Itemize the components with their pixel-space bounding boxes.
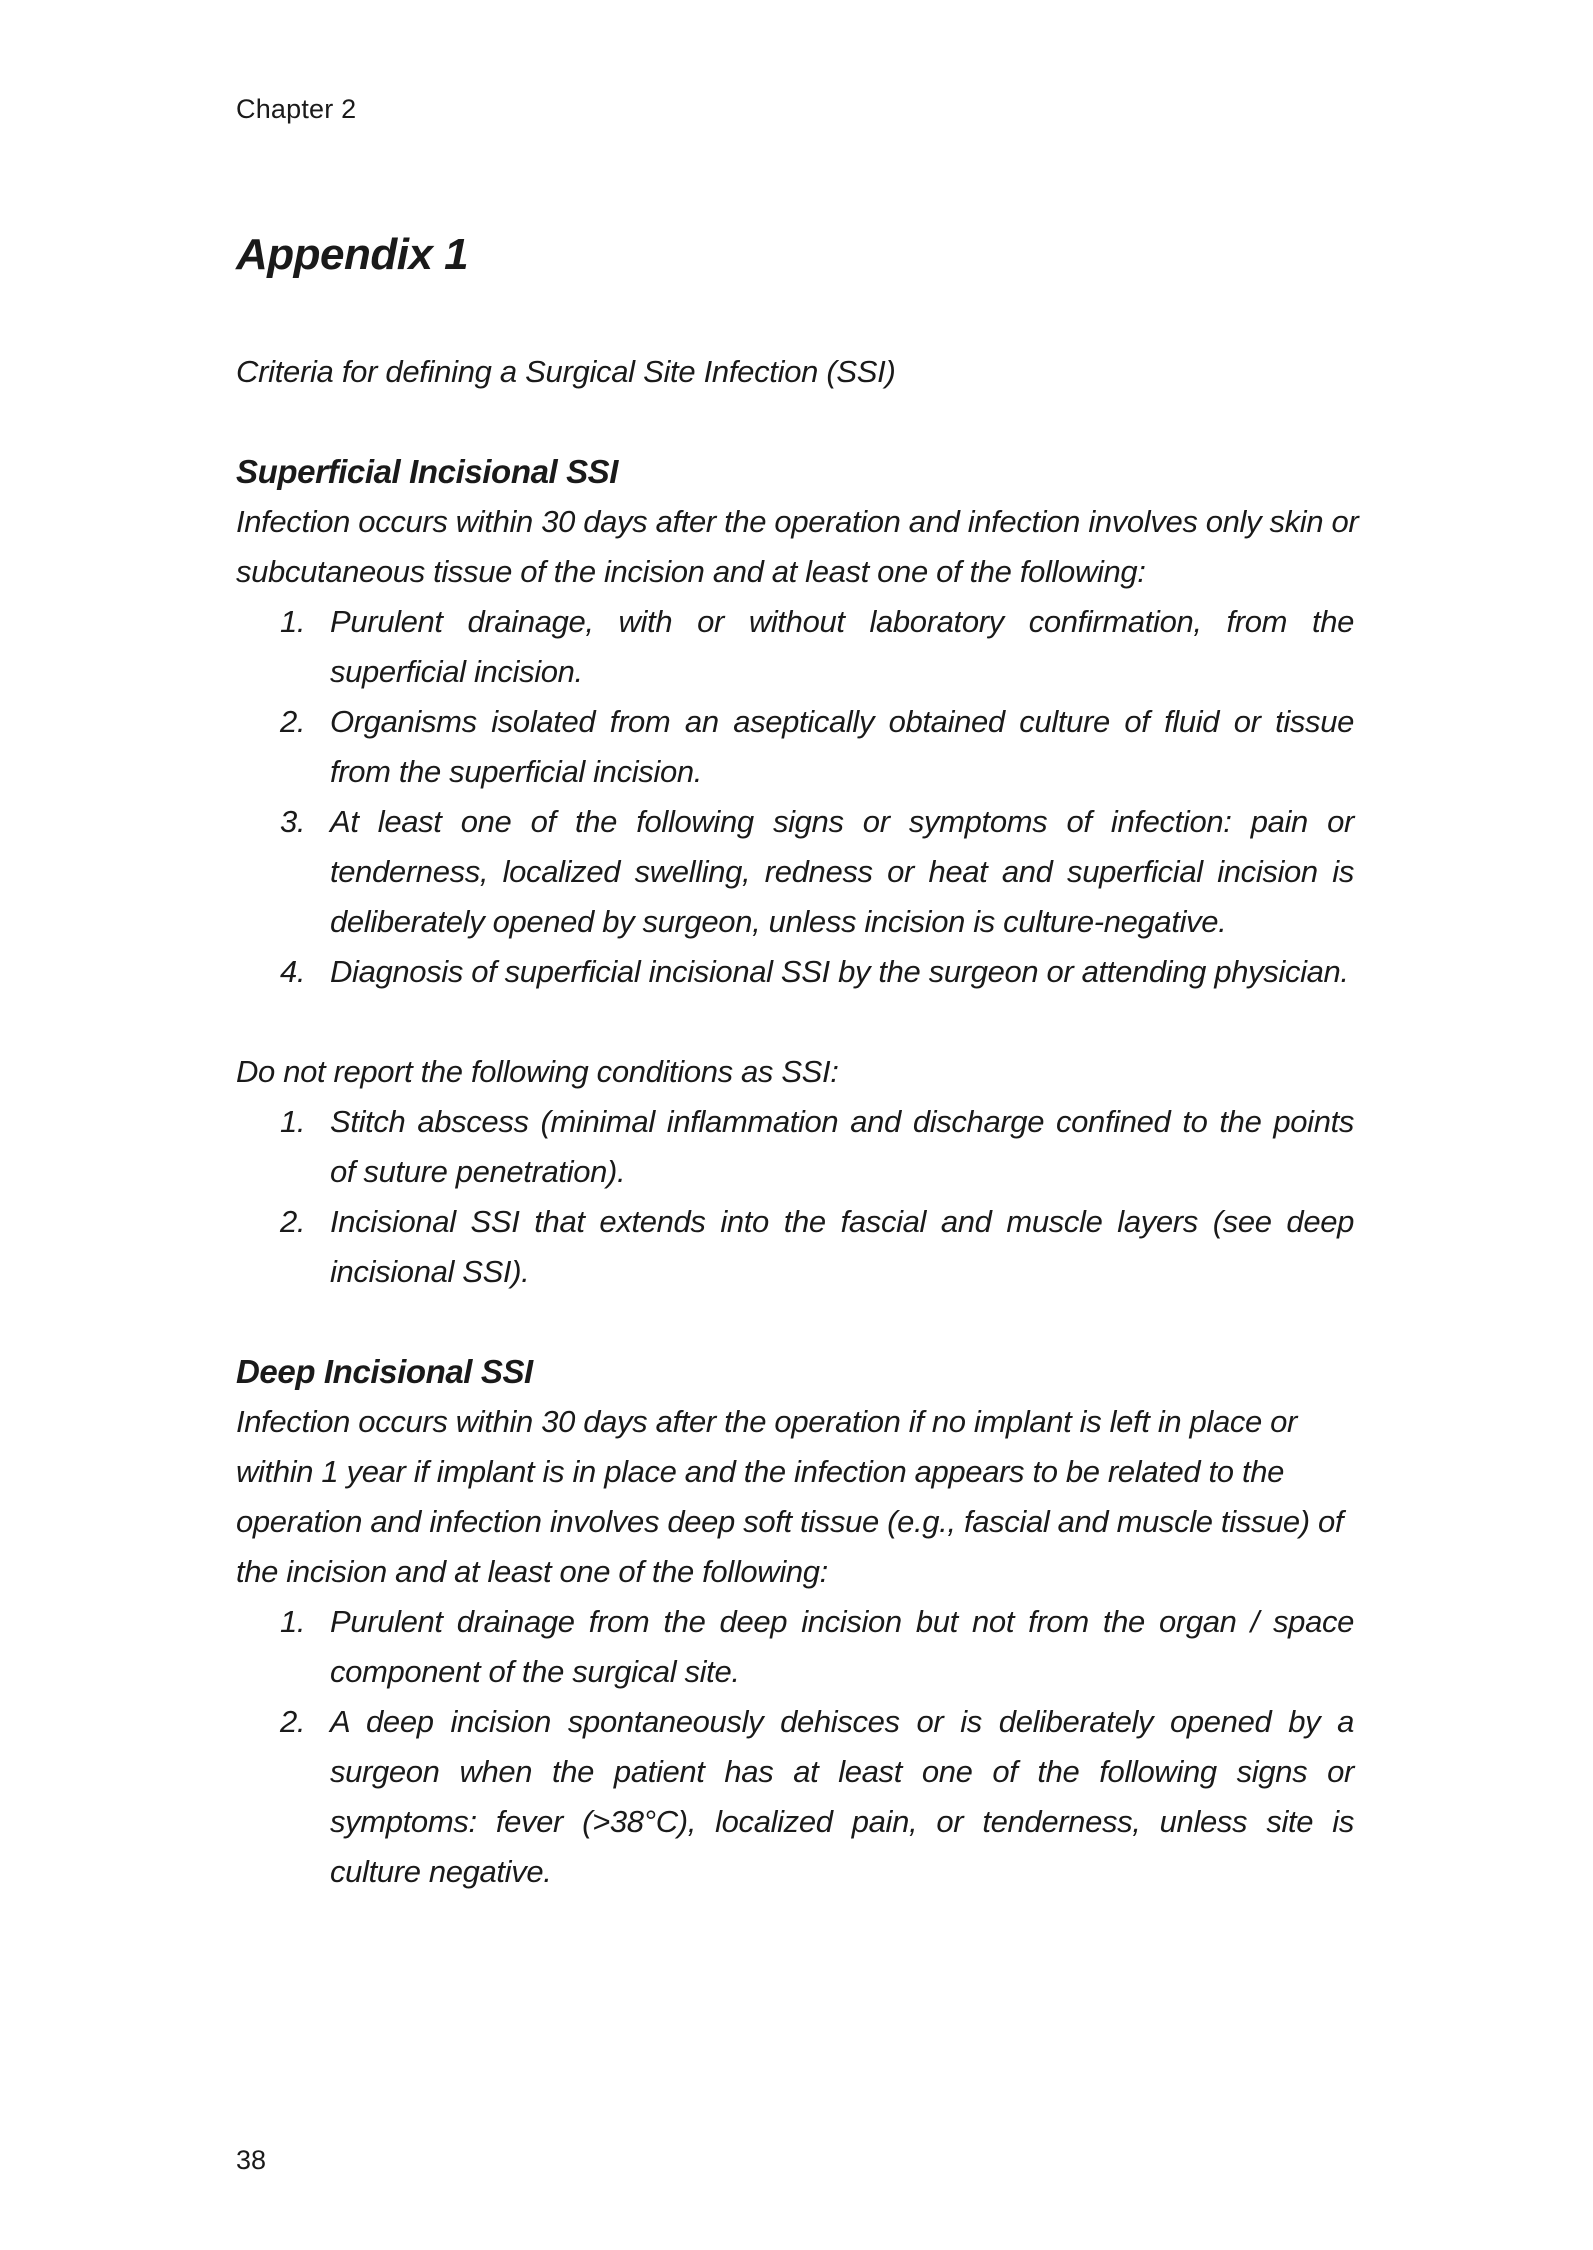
- deep-heading: Deep Incisional SSI: [236, 1353, 533, 1390]
- list-text: At least one of the following signs or symptoms of infection: pain or tenderness, localized swelling, redness or heat and superficial incision is deliberately opened by surgeon, unless incision is culture-negative.: [330, 804, 1354, 939]
- running-header: Chapter 2: [236, 94, 357, 124]
- list-text: Organisms isolated from an aseptically obtained culture of fluid or tissue from the superficial incision.: [330, 704, 1354, 789]
- list-number: 1.: [280, 604, 306, 639]
- list-number: 1.: [280, 1604, 306, 1639]
- list-text: Stitch abscess (minimal inflammation and discharge confined to the points of suture penetration).: [330, 1104, 1354, 1189]
- page-subtitle: Criteria for defining a Surgical Site Infection (SSI): [236, 354, 896, 389]
- list-text: A deep incision spontaneously dehisces or is deliberately opened by a surgeon when the patient has at least one of the following signs or symptoms: fever (>38°C), localized pain, or tenderness, unless site is culture negative.: [330, 1704, 1354, 1889]
- list-number: 2.: [280, 1704, 306, 1739]
- list-number: 1.: [280, 1104, 306, 1139]
- list-item: [280, 1597, 1354, 1697]
- exclusions-intro: Do not report the following conditions as SSI:: [236, 1054, 839, 1089]
- superficial-heading: Superficial Incisional SSI: [236, 453, 619, 490]
- list-text: Incisional SSI that extends into the fascial and muscle layers (see deep incisional SSI).: [330, 1204, 1354, 1289]
- page-number: 38: [236, 2145, 267, 2175]
- list-item: [280, 597, 1354, 697]
- list-item: [280, 1697, 1354, 1897]
- list-text: Purulent drainage from the deep incision but not from the organ / space component of the surgical site.: [330, 1604, 1354, 1689]
- list-item: [280, 1197, 1354, 1297]
- list-text: Diagnosis of superficial incisional SSI by the surgeon or attending physician.: [330, 954, 1349, 989]
- list-item: [280, 697, 1354, 797]
- exclusions-list: [236, 1097, 1354, 1297]
- superficial-criteria-list: [236, 597, 1354, 997]
- superficial-intro: Infection occurs within 30 days after the operation and infection involves only skin or subcutaneous tissue of the incision and at least one of the following:: [236, 504, 1359, 589]
- list-text: Purulent drainage, with or without laboratory confirmation, from the superficial incision.: [330, 604, 1354, 689]
- page-title: Appendix 1: [236, 230, 469, 279]
- list-number: 2.: [280, 1204, 306, 1239]
- list-item: [280, 797, 1354, 947]
- list-item: [280, 1097, 1354, 1197]
- list-number: 4.: [280, 954, 306, 989]
- list-number: 2.: [280, 704, 306, 739]
- deep-intro: Infection occurs within 30 days after the operation if no implant is left in place or within 1 year if implant is in place and the infection appears to be related to the operation and infection involves deep soft tissue (e.g., fascial and muscle tissue) of the incision and at least one of the following:: [236, 1404, 1344, 1589]
- list-number: 3.: [280, 804, 306, 839]
- deep-section: [236, 1347, 1376, 1897]
- list-item: [280, 947, 1354, 997]
- superficial-section: [236, 447, 1376, 1297]
- page-content: [236, 225, 1376, 1897]
- deep-criteria-list: [236, 1597, 1354, 1897]
